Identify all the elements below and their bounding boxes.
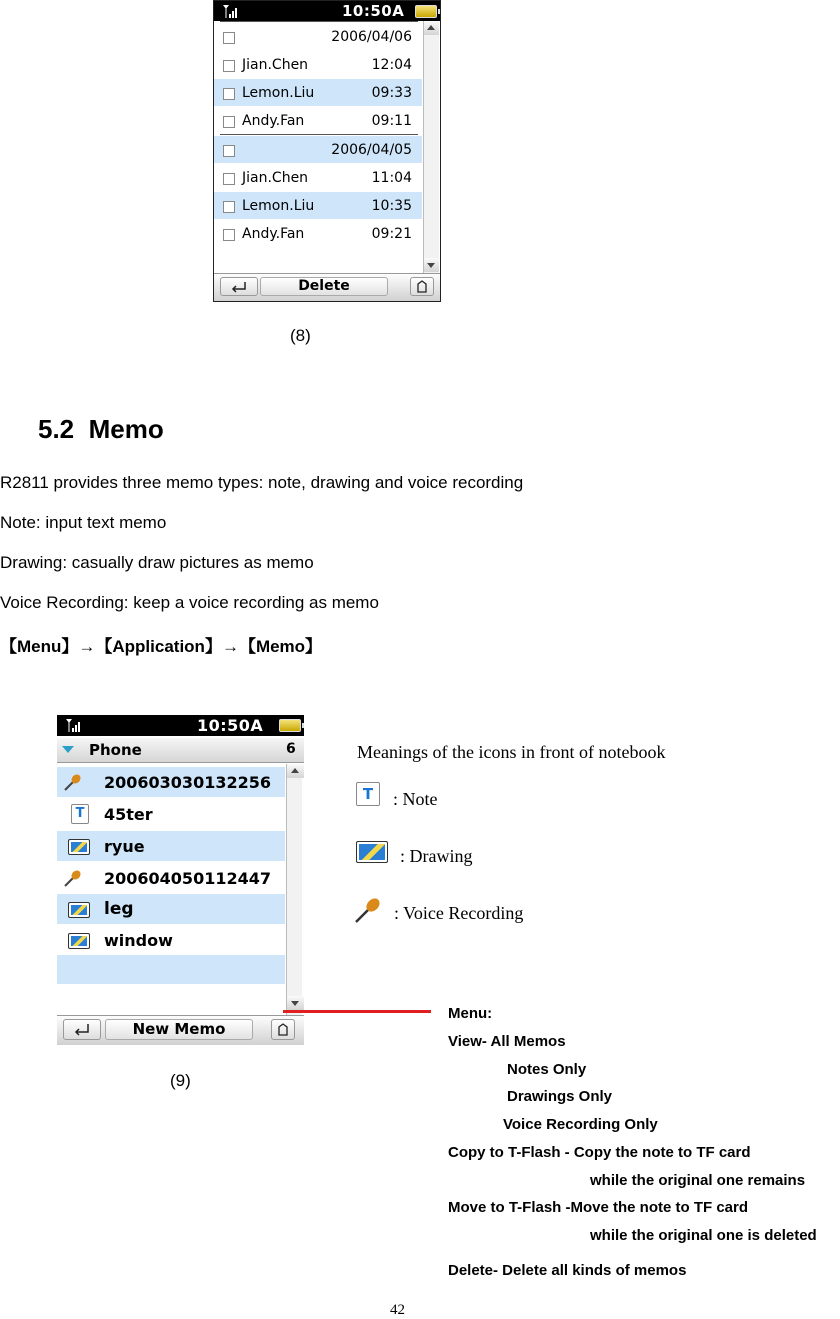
memo-count: 6: [286, 741, 296, 757]
back-button[interactable]: [220, 277, 258, 296]
list-row[interactable]: Jian.Chen 11:04: [214, 164, 422, 191]
menu-view: View- All Memos: [448, 1033, 566, 1050]
drawing-icon: [68, 933, 90, 949]
intro-paragraph: R2811 provides three memo types: note, drawing and voice recording: [0, 473, 524, 492]
checkbox[interactable]: [223, 145, 235, 157]
menu-view-drawings: Drawings Only: [507, 1088, 613, 1105]
divider: [220, 134, 418, 135]
list-row[interactable]: Lemon.Liu 10:35: [214, 192, 422, 219]
scroll-up-button[interactable]: [286, 764, 304, 778]
page-number: 42: [390, 1302, 405, 1318]
menu-copy-cont: while the original one remains: [590, 1172, 806, 1189]
clock: 10:50A: [197, 716, 264, 735]
list-row-date[interactable]: 2006/04/05: [214, 136, 422, 163]
note-description: Note: input text memo: [0, 513, 167, 532]
section-title: Memo: [88, 414, 164, 444]
legend-heading: Meanings of the icons in front of notebook: [357, 742, 666, 762]
section-number: 5.2: [38, 414, 75, 444]
note-icon: T: [356, 782, 380, 806]
back-arrow-icon: [64, 1020, 100, 1039]
back-button[interactable]: [63, 1019, 101, 1040]
memo-item[interactable]: leg: [57, 894, 285, 924]
drawing-description: Drawing: casually draw pictures as memo: [0, 553, 314, 572]
arrow-up-icon: [291, 768, 299, 773]
signal-icon: [222, 4, 240, 18]
arrow-down-icon: [427, 263, 435, 268]
scroll-down-button[interactable]: [286, 996, 304, 1010]
menu-view-voice: Voice Recording Only: [503, 1116, 658, 1133]
voice-recording-icon: [354, 895, 384, 925]
legend-voice: : Voice Recording: [394, 903, 524, 923]
drawing-icon: [68, 839, 90, 855]
back-arrow-icon: [221, 278, 257, 295]
home-icon: [272, 1020, 294, 1039]
scroll-up-button[interactable]: [423, 21, 439, 35]
arrow-up-icon: [427, 25, 435, 30]
checkbox[interactable]: [223, 116, 235, 128]
status-bar: [214, 1, 440, 21]
checkbox[interactable]: [223, 60, 235, 72]
battery-icon: [415, 5, 437, 18]
home-button[interactable]: [271, 1019, 295, 1040]
drawing-icon: [68, 902, 90, 918]
clock: 10:50A: [342, 2, 405, 20]
menu-delete: Delete- Delete all kinds of memos: [448, 1262, 687, 1279]
voice-recording-icon: [63, 772, 83, 792]
memo-item[interactable]: T 45ter: [57, 799, 285, 829]
figure-caption-8: (8): [290, 326, 311, 345]
checkbox[interactable]: [223, 88, 235, 100]
memo-item[interactable]: 200604050112447: [57, 863, 285, 893]
menu-path: 【Menu】→【Application】→【Memo】: [0, 637, 323, 656]
screen-9-memo-list: [57, 715, 304, 1045]
divider: [220, 21, 418, 22]
legend-drawing: : Drawing: [400, 846, 473, 866]
list-row[interactable]: Andy.Fan 09:21: [214, 220, 422, 247]
arrow-down-icon: [291, 1001, 299, 1006]
scrollbar[interactable]: [286, 764, 302, 1015]
note-icon: T: [71, 804, 89, 824]
figure-caption-9: (9): [170, 1071, 191, 1090]
folder-name: Phone: [89, 741, 142, 759]
menu-move: Move to T-Flash -Move the note to TF card: [448, 1199, 749, 1216]
legend-note: : Note: [393, 789, 438, 809]
menu-title: Menu:: [448, 1005, 493, 1022]
softkey-bar: [214, 273, 440, 302]
drawing-icon: [356, 841, 388, 863]
new-memo-softkey[interactable]: New Memo: [105, 1019, 253, 1040]
callout-line: [283, 1010, 431, 1013]
voice-description: Voice Recording: keep a voice recording as memo: [0, 593, 379, 612]
home-icon: [411, 278, 433, 295]
section-heading: [38, 414, 164, 445]
status-bar: [57, 715, 304, 736]
scrollbar[interactable]: [423, 21, 439, 273]
home-button[interactable]: [410, 277, 434, 296]
menu-move-cont: while the original one is deleted: [590, 1227, 817, 1244]
checkbox[interactable]: [223, 32, 235, 44]
delete-softkey[interactable]: Delete: [260, 277, 388, 296]
screen-8-memo-list: [213, 0, 441, 302]
signal-icon: [65, 718, 83, 732]
menu-view-notes: Notes Only: [507, 1061, 587, 1078]
scroll-down-button[interactable]: [423, 258, 439, 272]
expand-triangle-icon: [62, 746, 74, 753]
voice-recording-icon: [63, 868, 83, 888]
checkbox[interactable]: [223, 229, 235, 241]
list-row[interactable]: Andy.Fan 09:11: [214, 107, 422, 134]
memo-item[interactable]: 200603030132256: [57, 767, 285, 797]
list-row[interactable]: Jian.Chen 12:04: [214, 51, 422, 78]
checkbox[interactable]: [223, 173, 235, 185]
folder-header[interactable]: [57, 738, 304, 763]
battery-icon: [279, 719, 301, 732]
memo-item[interactable]: window: [57, 925, 285, 955]
list-row[interactable]: Lemon.Liu 09:33: [214, 79, 422, 106]
checkbox[interactable]: [223, 201, 235, 213]
memo-item[interactable]: ryue: [57, 831, 285, 861]
memo-item-empty: [57, 955, 285, 984]
softkey-bar: [57, 1015, 304, 1045]
list-row-date[interactable]: 2006/04/06: [214, 23, 422, 49]
menu-copy: Copy to T-Flash - Copy the note to TF card: [448, 1144, 751, 1161]
